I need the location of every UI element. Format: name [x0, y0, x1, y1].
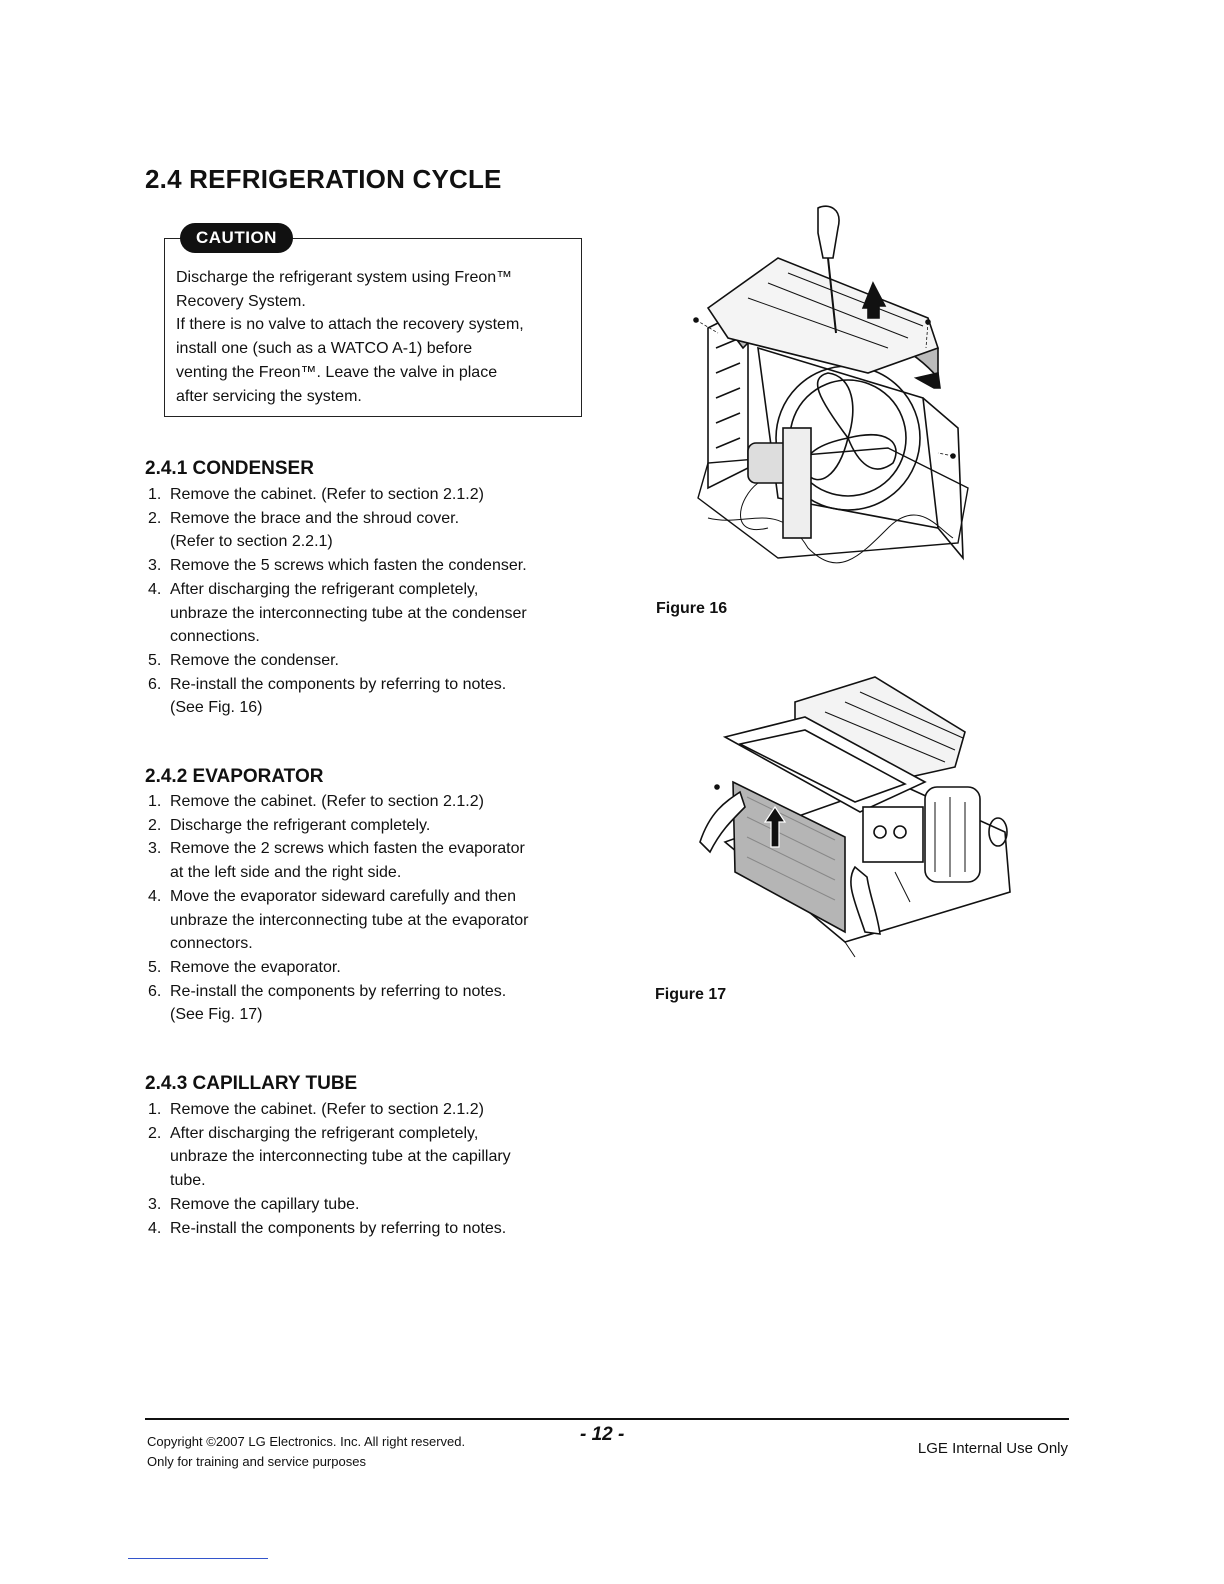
- step-item: [148, 814, 588, 838]
- step-text: connections.: [170, 628, 260, 646]
- step-text: connectors.: [170, 935, 253, 953]
- step-item: [148, 1217, 588, 1241]
- step-text: unbraze the interconnecting tube at the capillary: [170, 1148, 511, 1166]
- step-text: Remove the brace and the shroud cover.: [170, 509, 460, 527]
- step-text: tube.: [170, 1172, 206, 1190]
- step-item: [148, 956, 588, 980]
- step-text: Remove the evaporator.: [170, 958, 341, 976]
- step-text: Remove the capillary tube.: [170, 1195, 360, 1213]
- evaporator-steps: [148, 790, 588, 1027]
- step-text: (Refer to section 2.2.1): [170, 533, 333, 551]
- page-number: - 12 -: [580, 1424, 625, 1445]
- footer-purpose: Only for training and service purposes: [147, 1454, 366, 1469]
- condenser-steps: [148, 483, 588, 720]
- figure-17-label: Figure 17: [655, 986, 727, 1003]
- caution-line: Discharge the refrigerant system using Freon™: [176, 269, 513, 286]
- step-item: [148, 578, 588, 649]
- step-item: [148, 1098, 588, 1122]
- step-text: unbraze the interconnecting tube at the condenser: [170, 604, 527, 622]
- step-number: 6.: [148, 675, 162, 693]
- step-text: Discharge the refrigerant completely.: [170, 816, 431, 834]
- caution-line: If there is no valve to attach the recovery system,: [176, 316, 524, 334]
- step-item: [148, 507, 588, 554]
- step-item: [148, 1122, 588, 1193]
- section-heading-condenser: 2.4.1 CONDENSER: [145, 458, 314, 479]
- step-text: Remove the condenser.: [170, 651, 339, 669]
- caution-line: after servicing the system.: [176, 387, 362, 405]
- step-text: Remove the cabinet. (Refer to section 2.1.2): [170, 793, 484, 810]
- step-text: Re-install the components by referring to notes.: [170, 675, 507, 693]
- step-text: (See Fig. 17): [170, 1006, 263, 1024]
- step-number: 4.: [148, 580, 162, 598]
- step-number: 1.: [148, 793, 162, 810]
- bottom-rule: [128, 1558, 268, 1559]
- section-heading-capillary-tube: 2.4.3 CAPILLARY TUBE: [145, 1073, 358, 1094]
- step-item: [148, 649, 588, 673]
- figure-16-label: Figure 16: [656, 600, 728, 617]
- step-number: 2.: [148, 509, 162, 527]
- figure-17-evaporator-illustration: [695, 672, 1015, 962]
- step-item: [148, 980, 588, 1027]
- caution-line: venting the Freon™. Leave the valve in place: [176, 363, 498, 381]
- step-item: [148, 483, 588, 507]
- step-number: 5.: [148, 651, 162, 669]
- step-number: 1.: [148, 1101, 162, 1118]
- step-text: After discharging the refrigerant completely,: [170, 1124, 479, 1142]
- capillary-steps: [148, 1098, 588, 1240]
- step-text: (See Fig. 16): [170, 699, 263, 717]
- step-text: Move the evaporator sideward carefully and then: [170, 887, 516, 905]
- step-number: 2.: [148, 1124, 162, 1142]
- caution-line: install one (such as a WATCO A-1) before: [176, 340, 473, 358]
- step-item: [148, 673, 588, 720]
- caution-badge: CAUTION: [180, 223, 293, 253]
- step-number: 5.: [148, 958, 162, 976]
- step-number: 1.: [148, 486, 162, 503]
- step-item: [148, 1193, 588, 1217]
- step-item: [148, 790, 588, 814]
- step-number: 3.: [148, 1195, 162, 1213]
- step-text: Remove the 2 screws which fasten the evaporator: [170, 840, 525, 858]
- step-text: Re-install the components by referring to notes.: [170, 982, 507, 1000]
- step-text: Re-install the components by referring to notes.: [170, 1219, 507, 1237]
- step-text: Remove the 5 screws which fasten the condenser.: [170, 557, 527, 575]
- step-number: 4.: [148, 887, 162, 905]
- step-item: [148, 885, 588, 956]
- step-text: Remove the cabinet. (Refer to section 2.1.2): [170, 486, 484, 503]
- section-heading-evaporator: 2.4.2 EVAPORATOR: [145, 766, 324, 787]
- caution-text: [176, 266, 576, 408]
- footer-divider: [145, 1418, 1069, 1420]
- step-text: After discharging the refrigerant completely,: [170, 580, 479, 598]
- step-number: 2.: [148, 816, 162, 834]
- step-item: [148, 554, 588, 578]
- step-number: 6.: [148, 982, 162, 1000]
- step-number: 4.: [148, 1219, 162, 1237]
- step-item: [148, 837, 588, 884]
- step-text: unbraze the interconnecting tube at the evaporator: [170, 911, 529, 929]
- footer-internal-use: LGE Internal Use Only: [917, 1440, 1068, 1457]
- step-number: 3.: [148, 840, 162, 858]
- footer-copyright: Copyright ©2007 LG Electronics. Inc. All right reserved.: [147, 1434, 466, 1449]
- step-number: 3.: [148, 557, 162, 575]
- footer-copyright-block: [147, 1432, 465, 1472]
- step-text: Remove the cabinet. (Refer to section 2.1.2): [170, 1101, 484, 1118]
- caution-line: Recovery System.: [176, 292, 306, 310]
- page-title: 2.4 REFRIGERATION CYCLE: [145, 164, 502, 194]
- step-text: at the left side and the right side.: [170, 864, 402, 882]
- figure-16-condenser-illustration: [688, 198, 978, 598]
